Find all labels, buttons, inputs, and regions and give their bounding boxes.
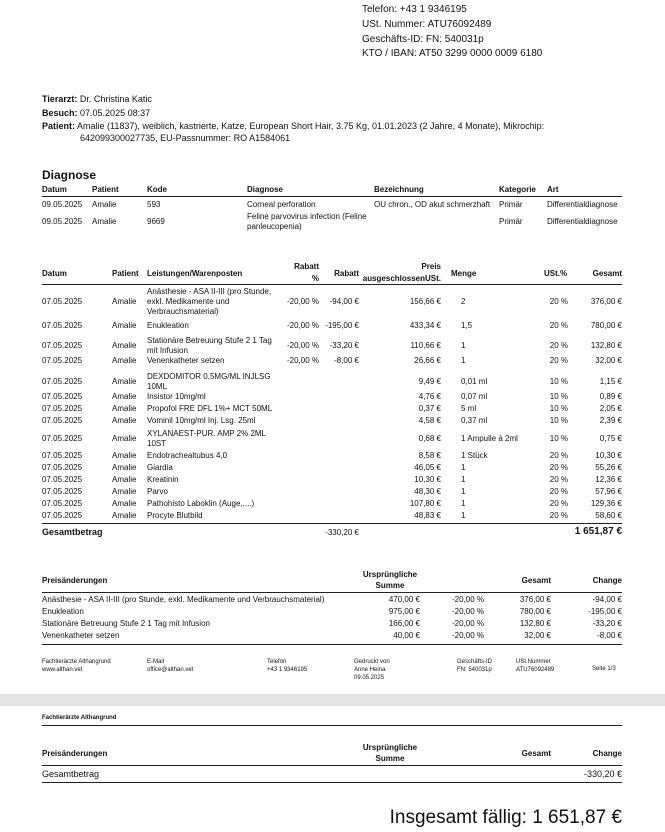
svc-datum: 07.05.2025 [42,451,83,460]
patient-row [42,121,544,131]
svc-total-rule [42,523,622,524]
footer-printed-name: Anne Heina [354,667,386,673]
vet-row [42,94,152,104]
visit-row [42,108,150,118]
svc-ust: 10 % [549,434,568,443]
page2-total-rule [42,782,622,783]
svc-menge: 0,07 ml [461,392,488,401]
svc-ust: 20 % [549,341,568,350]
svc-menge: 1 [461,511,466,520]
header-iban: KTO / IBAN: AT50 3299 0000 0009 6180 [362,48,543,59]
svc-h-ust: USt.% [544,269,568,278]
diag-diagnose: Feline parvovirus infection (Feline panleucopenia) [247,212,367,231]
svc-gesamt: 55,26 € [595,463,622,472]
diag-h-art: Art [547,185,559,194]
svc-datum: 07.05.2025 [42,377,83,386]
patient-label: Patient: [42,121,76,131]
svc-leistung: Giardia [147,463,173,472]
svc-leistung: Vominil 10mg/ml Inj. Lsg. 25ml [147,416,256,425]
svc-preis: 4,76 € [418,392,441,401]
svc-datum: 07.05.2025 [42,392,83,401]
page2-total-change: -330,20 € [583,769,622,779]
page2-h-urspr-2: Summe [375,754,405,763]
svc-rabatt-pct: -20,00 % [286,341,319,350]
services-total: 1 651,87 € [574,526,622,537]
page-break [0,694,665,706]
svc-ust: 20 % [549,297,568,306]
svc-menge: 0,37 ml [461,416,488,425]
footer-website: www.althan.vet [42,667,83,673]
pc-h-gesamt: Gesamt [521,576,551,585]
footer-email-value: office@althan.vet [147,667,194,673]
pc-gesamt: 132,80 € [519,619,551,628]
svc-ust: 20 % [549,321,568,330]
patient-details-2: 642099300027735, EU-Passnummer: RO A1584061 [80,133,291,143]
page2-header-rule [42,765,622,766]
svc-leistung: Anästhesie - ASA II-III (pro Stunde, exkl. Medikamente und Verbrauchsmaterial) [147,287,272,316]
svc-patient: Amalie [112,356,137,365]
diag-bezeichnung: OU chron., OD akut schmerzhaft [374,200,491,209]
svc-h-gesamt: Gesamt [592,269,622,278]
svc-leistung: Pathohisto Laboklin (Auge,....) [147,499,255,508]
svc-menge: 1 Stück [461,451,488,460]
diag-art: Differentialdiagnose [547,217,618,226]
pc-name: Venenkatheter setzen [42,631,120,640]
svc-menge: 1 [461,356,466,365]
svc-leistung: Venenkatheter setzen [147,356,225,365]
pc-change: -33,20 € [592,619,622,628]
pc-urspr: 975,00 € [388,607,420,616]
diagnosis-title: Diagnose [42,168,97,182]
svc-h-leistung: Leistungen/Warenposten [147,269,243,278]
vet-label: Tierarzt: [42,94,78,104]
svc-rabatt-pct: -20,00 % [286,321,319,330]
svc-menge: 1,5 [461,321,473,330]
pc-header-rule [42,592,622,593]
pc-urspr: 40,00 € [393,631,420,640]
svc-gesamt: 58,60 € [595,511,622,520]
diag-kategorie: Primär [499,217,523,226]
diag-kode: 9669 [147,217,165,226]
svc-h-patient: Patient [112,269,139,278]
price-changes-title: Preisänderungen [42,576,108,585]
svc-rabatt: -94,00 € [329,297,359,306]
footer-vat-value: ATU76092489 [516,667,555,673]
svc-rabatt-pct: -20,00 % [286,356,319,365]
diag-h-patient: Patient [92,185,119,194]
pc-gesamt: 32,00 € [524,631,551,640]
pc-pct: -20,00 % [451,631,484,640]
svc-ust: 20 % [549,499,568,508]
svc-preis: 4,58 € [418,416,441,425]
pc-h-urspr-2: Summe [375,581,405,590]
svc-rabatt: -8,00 € [334,356,359,365]
pc-name: Stationäre Betreuung Stufe 2 1 Tag mit Infusion [42,619,210,628]
patient-details: Amalie (11837), weiblich, kastrierte, Katze, European Short Hair, 3.75 Kg, 01.01.2023 (2 Jahre, 4 Monate), Mikrochip: [77,121,545,131]
svc-menge: 1 [461,499,466,508]
svc-rabatt: -33,20 € [329,341,359,350]
svc-gesamt: 2,05 € [599,404,622,413]
footer-printed-label: Gedruckt von [354,659,390,665]
footer-phone-label: Telefon [267,659,287,665]
svc-menge: 1 [461,463,466,472]
svc-h-preis-2: ausgeschlossenUSt. [362,274,441,283]
diag-art: Differentialdiagnose [547,200,618,209]
svc-ust: 10 % [549,404,568,413]
footer-business-id-value: FN: 540031p [457,667,492,673]
svc-preis: 46,05 € [414,463,441,472]
svc-leistung: Propofol FRE DFL 1%+ MCT 50ML [147,404,273,413]
svc-datum: 07.05.2025 [42,404,83,413]
svc-menge: 1 [461,475,466,484]
svc-leistung: Stationäre Betreuung Stufe 2 1 Tag mit Infusion [147,336,272,355]
page2-total-label: Gesamtbetrag [42,769,100,779]
svc-datum: 07.05.2025 [42,297,83,306]
diag-h-kategorie: Kategorie [499,185,536,194]
svc-preis: 48,83 € [414,511,441,520]
svc-gesamt: 129,36 € [590,499,622,508]
svc-ust: 20 % [549,463,568,472]
services-total-rabatt: -330,20 € [325,528,359,537]
svc-datum: 07.05.2025 [42,416,83,425]
diag-patient: Amalie [92,200,117,209]
svc-ust: 10 % [549,392,568,401]
svc-preis: 156,66 € [409,297,441,306]
pc-urspr: 166,00 € [388,619,420,628]
footer-vat [516,658,554,674]
svc-gesamt: 1,15 € [599,377,622,386]
header-business-id: Geschäfts-ID: FN: 540031p [362,34,484,45]
svc-leistung: DEXDOMITOR 0,5MG/ML INJLSG 10ML [147,372,271,391]
svc-patient: Amalie [112,297,137,306]
footer-phone [267,658,307,674]
footer-printed-by [354,658,390,682]
svc-leistung: Insistor 10mg/ml [147,392,206,401]
diag-kategorie: Primär [499,200,523,209]
svc-patient: Amalie [112,475,137,484]
svc-h-preis-1: Preis [421,262,441,271]
header-vat: USt. Nummer: ATU76092489 [362,19,492,30]
svc-leistung: XYLANAEST-PUR. AMP 2% 2ML 10ST [147,429,266,448]
pc-change: -195,00 € [588,607,622,616]
svc-gesamt: 132,80 € [590,341,622,350]
page2-company: Fachtierärzte Althangrund [42,715,117,721]
footer-email-label: E-Mail [147,659,165,665]
svc-patient: Amalie [112,511,137,520]
svc-patient: Amalie [112,341,137,350]
svc-h-rabatt: Rabatt [334,269,359,278]
svc-patient: Amalie [112,487,137,496]
page2-title: Preisänderungen [42,749,108,758]
diag-diagnose: Corneal perforation [247,200,316,209]
svc-menge: 1 [461,487,466,496]
diag-datum: 09.05.2025 [42,200,83,209]
svc-h-datum: Datum [42,269,67,278]
visit-label: Besuch: [42,108,78,118]
svc-gesamt: 780,00 € [590,321,622,330]
footer-phone-value: +43 1 9346195 [267,667,308,673]
pc-change: -94,00 € [592,595,622,604]
pc-change: -8,00 € [597,631,622,640]
svc-preis: 26,66 € [414,356,441,365]
svc-preis: 10,30 € [414,475,441,484]
footer-company [42,658,111,674]
page2-top-rule [42,725,622,726]
page-2 [0,706,665,832]
svc-menge: 2 [461,297,466,306]
svc-datum: 07.05.2025 [42,511,83,520]
page2-h-urspr-1: Ursprüngliche [362,743,418,752]
svc-patient: Amalie [112,392,137,401]
svc-ust: 20 % [549,475,568,484]
svc-h-rabatt-pct-2: % [311,274,319,283]
svc-leistung: Endotrachealtubus 4,0 [147,451,228,460]
svc-header-rule [42,284,622,285]
svc-patient: Amalie [112,416,137,425]
svc-ust: 20 % [549,356,568,365]
svc-rabatt: -195,00 € [325,321,359,330]
pc-pct: -20,00 % [451,607,484,616]
svc-datum: 07.05.2025 [42,463,83,472]
footer-business-id [457,658,492,674]
diag-patient: Amalie [92,217,117,226]
svc-gesamt: 12,36 € [595,475,622,484]
vet-name: Dr. Christina Katic [79,94,152,104]
visit-date: 07.05.2025 08:37 [80,108,151,118]
svc-ust: 20 % [549,451,568,460]
svc-preis: 110,66 € [410,341,441,350]
diag-h-datum: Datum [42,185,67,194]
footer-printed-date: 09.05.2025 [354,675,385,681]
svc-leistung: Procyte Blutbild [147,511,203,520]
diag-datum: 09.05.2025 [42,217,83,226]
svc-patient: Amalie [112,451,137,460]
page2-h-change: Change [592,749,622,758]
header-phone: Telefon: +43 1 9346195 [362,4,467,15]
svc-datum: 07.05.2025 [42,434,83,443]
svc-patient: Amalie [112,499,137,508]
svc-gesamt: 57,96 € [595,487,622,496]
pc-pct: -20,00 % [451,619,484,628]
diag-h-diagnose: Diagnose [247,185,284,194]
svc-rabatt-pct: -20,00 % [286,297,319,306]
footer-company-name: Fachtierärzte Althangrund [42,659,111,665]
pc-h-urspr-1: Ursprüngliche [362,570,418,579]
svc-preis: 8,58 € [418,451,441,460]
diag-header-rule [42,196,622,197]
pc-gesamt: 780,00 € [519,607,551,616]
svc-datum: 07.05.2025 [42,487,83,496]
svc-patient: Amalie [112,434,137,443]
svc-preis: 48,30 € [414,487,441,496]
svc-preis: 0,37 € [418,404,441,413]
svc-gesamt: 0,89 € [599,392,622,401]
svc-preis: 433,34 € [409,321,441,330]
page2-h-gesamt: Gesamt [521,749,551,758]
diag-kode: 593 [147,200,161,209]
svc-gesamt: 2,39 € [599,416,622,425]
svc-menge: 5 ml [461,404,477,413]
svc-ust: 10 % [549,377,568,386]
svc-patient: Amalie [112,321,137,330]
svc-datum: 07.05.2025 [42,475,83,484]
footer-business-id-label: Geschäfts-ID [457,659,493,665]
pc-name: Enukleation [42,607,84,616]
svc-ust: 20 % [549,487,568,496]
svc-ust: 20 % [549,511,568,520]
svc-gesamt: 10,30 € [595,451,622,460]
svc-datum: 07.05.2025 [42,341,83,350]
svc-gesamt: 376,00 € [590,297,622,306]
svc-preis: 9,49 € [418,377,441,386]
pc-bottom-rule [42,644,622,645]
svc-menge: 1 [461,341,466,350]
pc-h-change: Change [592,576,622,585]
svc-h-rabatt-pct-1: Rabatt [294,262,319,271]
svc-ust: 10 % [549,416,568,425]
svc-leistung: Enukleation [147,321,189,330]
svc-patient: Amalie [112,377,137,386]
svc-gesamt: 32,00 € [595,356,622,365]
svc-menge: 1 Ampulle à 2ml [461,434,518,443]
svc-datum: 07.05.2025 [42,499,83,508]
svc-menge: 0,01 ml [461,377,488,386]
svc-datum: 07.05.2025 [42,321,83,330]
diag-h-kode: Kode [147,185,167,194]
pc-gesamt: 376,00 € [519,595,551,604]
svc-preis: 0,68 € [418,434,441,443]
grand-total: Insgesamt fällig: 1 651,87 € [389,807,622,828]
diag-h-bezeichnung: Bezeichnung [374,185,424,194]
svc-h-menge: Menge [451,269,477,278]
services-total-label: Gesamtbetrag [42,527,103,537]
svc-leistung: Parvo [147,487,168,496]
svc-gesamt: 0,75 € [599,434,622,443]
page-number: Seite 1/3 [592,666,616,672]
svc-leistung: Kreatinin [147,475,179,484]
svc-patient: Amalie [112,404,137,413]
svc-preis: 107,80 € [409,499,441,508]
svc-patient: Amalie [112,463,137,472]
pc-name: Anästhesie - ASA II-III (pro Stunde, exkl. Medikamente und Verbrauchsmaterial) [42,595,325,604]
svc-datum: 07.05.2025 [42,356,83,365]
footer-vat-label: USt.Nummer [516,659,551,665]
pc-urspr: 470,00 € [388,595,420,604]
pc-pct: -20,00 % [451,595,484,604]
footer-email [147,658,193,674]
